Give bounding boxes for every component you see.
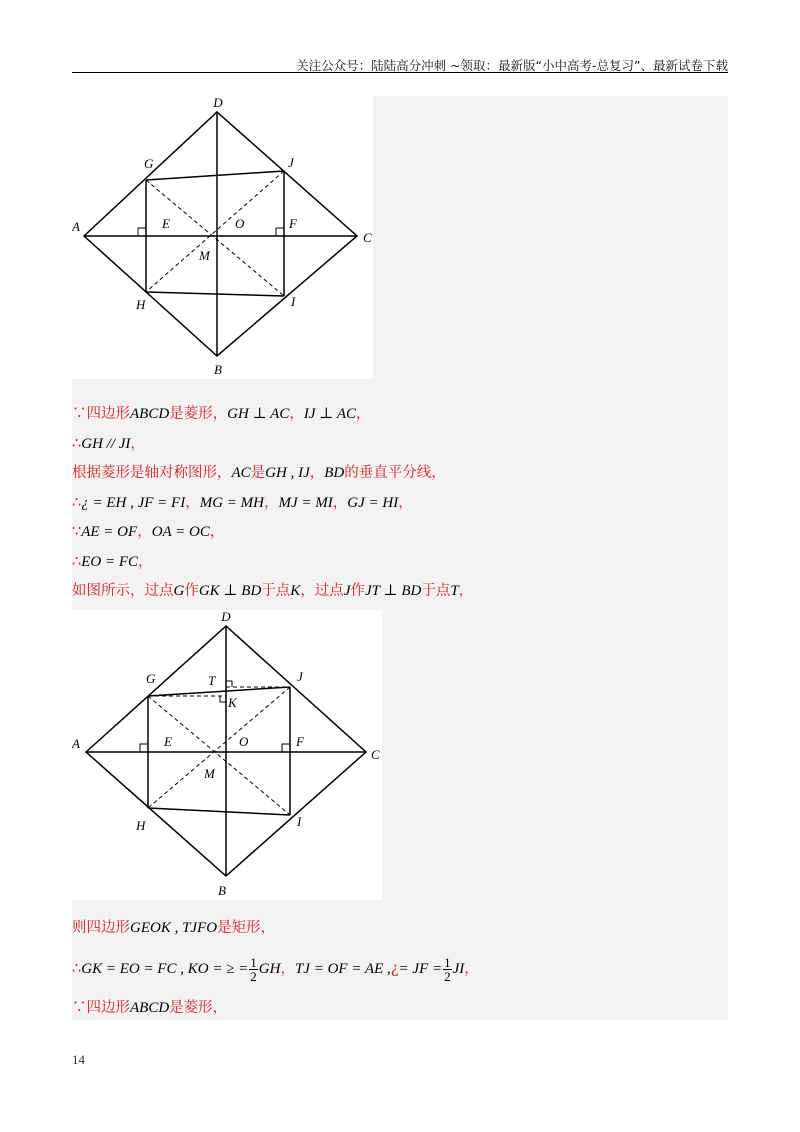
math: ¿ = EH , JF = FI (81, 495, 186, 511)
fraction-numerator: 1 (444, 954, 451, 970)
text: 是菱形， (169, 406, 228, 422)
text: ， (458, 583, 474, 599)
text-line-5 (72, 522, 224, 542)
text: ∵四边形 (72, 1000, 130, 1016)
label-h: H (136, 297, 146, 312)
math: BD (324, 465, 345, 481)
label-t: T (208, 673, 216, 688)
text: ， (332, 495, 348, 511)
label-a: A (72, 736, 80, 751)
math: MJ = MI (278, 495, 333, 511)
text: ， (138, 554, 153, 570)
label-f: F (296, 734, 304, 749)
math: K (290, 583, 301, 599)
text: ， (309, 465, 325, 481)
math: GK ⊥ BD (198, 583, 262, 599)
math: OA = OC (151, 524, 210, 540)
right-angle-t (226, 681, 232, 687)
label-e: E (164, 734, 172, 749)
right-angle-e (138, 228, 146, 236)
text: 如图所示，过点 (72, 583, 174, 599)
label-e: E (162, 216, 170, 231)
right-angle-k (220, 696, 226, 702)
header-text: 关注公众号：陆陆高分冲刺 ~领取：最新版“小中高考-总复习”、最新试卷下载 (296, 58, 728, 73)
text-line-2 (72, 434, 145, 454)
math: GH ⊥ AC (227, 406, 290, 422)
fraction-numerator: 1 (250, 954, 257, 970)
text: 根据菱形是轴对称图形， (72, 465, 232, 481)
label-j: J (297, 669, 303, 684)
math: TJ = OF = AE , (294, 961, 391, 977)
header-rule (72, 72, 728, 73)
math: = JF = (398, 961, 443, 977)
text: ， (185, 495, 200, 511)
fraction-denominator: 2 (444, 968, 451, 984)
text: ∴ (72, 554, 82, 570)
text: ， (464, 961, 479, 977)
label-d: D (221, 610, 231, 624)
math: IJ ⊥ AC (303, 406, 356, 422)
text: 于点 (421, 583, 451, 599)
figure-1-svg (72, 96, 373, 379)
figure-1 (72, 96, 373, 379)
text-line-9 (72, 953, 479, 985)
text: ， (137, 524, 152, 540)
text: ， (263, 495, 279, 511)
text-line-10 (72, 998, 227, 1018)
fraction-half (249, 956, 258, 983)
dashed-gi (148, 696, 290, 815)
figure-2 (72, 610, 382, 900)
text-line-4 (72, 493, 413, 513)
math: JT ⊥ BD (364, 583, 422, 599)
label-g: G (146, 671, 156, 686)
math: ABCD (130, 1000, 170, 1016)
label-c: C (363, 230, 372, 245)
text: ，过点 (300, 583, 344, 599)
page-number: 14 (72, 1052, 85, 1067)
math: GH // JI (81, 436, 131, 452)
math: AC (231, 465, 251, 481)
text: 是 (250, 465, 266, 481)
text: 于点 (261, 583, 291, 599)
label-h: H (136, 818, 146, 833)
math: JI (452, 961, 465, 977)
math: ABCD (130, 406, 170, 422)
math: G (173, 583, 185, 599)
math: T (450, 583, 459, 599)
text: 是矩形， (217, 920, 276, 936)
fraction-half (443, 956, 452, 983)
figure-2-svg (72, 610, 382, 900)
text: ， (356, 406, 371, 422)
label-m: M (199, 248, 210, 263)
math: AE = OF (81, 524, 138, 540)
math: EO = FC (81, 554, 139, 570)
text: ∴ (72, 495, 82, 511)
label-i: I (291, 294, 296, 309)
label-m: M (204, 766, 215, 781)
label-g: G (144, 156, 154, 171)
right-angle-f (282, 744, 290, 752)
text: ， (289, 406, 304, 422)
segment-hi (146, 292, 284, 296)
text: ¿ (390, 961, 399, 977)
text: ∵四边形 (72, 406, 130, 422)
right-angle-e (140, 744, 148, 752)
text: ， (209, 524, 225, 540)
text: 是菱形， (169, 1000, 228, 1016)
text: 则四边形 (72, 920, 130, 936)
text-line-1 (72, 404, 371, 424)
text: ， (130, 436, 145, 452)
math: GH , IJ (265, 465, 310, 481)
label-d: D (213, 96, 223, 110)
label-f: F (289, 216, 297, 231)
segment-gj (148, 687, 290, 696)
fraction-denominator: 2 (250, 968, 257, 984)
label-a: A (72, 219, 80, 234)
rhombus-abcd (84, 112, 357, 356)
label-c: C (371, 747, 380, 762)
label-o: O (235, 216, 245, 231)
math: GK = EO = FC , KO = ≥ = (81, 961, 249, 977)
label-k: K (228, 695, 237, 710)
text-line-3 (72, 463, 446, 483)
text: ， (398, 495, 413, 511)
text-line-7 (72, 581, 473, 601)
text-line-8 (72, 918, 275, 938)
text: 的垂直平分线， (344, 465, 446, 481)
text: 作 (350, 583, 365, 599)
text-line-6 (72, 552, 153, 572)
text: ∴ (72, 961, 82, 977)
text: ， (280, 961, 295, 977)
segment-gj (146, 171, 284, 180)
text: 作 (184, 583, 199, 599)
math: GEOK , TJFO (130, 920, 218, 936)
label-b: B (218, 883, 226, 898)
segment-hi (148, 808, 290, 815)
math: GJ = HI (347, 495, 399, 511)
math: J (343, 583, 351, 599)
label-i: I (297, 814, 302, 829)
math: GH (258, 961, 281, 977)
label-o: O (239, 734, 249, 749)
dashed-gi (146, 180, 284, 296)
dashed-jh (146, 171, 284, 292)
label-b: B (214, 362, 222, 377)
math: MG = MH (199, 495, 264, 511)
text: ∴ (72, 436, 82, 452)
label-j: J (288, 155, 294, 170)
text: ∵ (72, 524, 82, 540)
